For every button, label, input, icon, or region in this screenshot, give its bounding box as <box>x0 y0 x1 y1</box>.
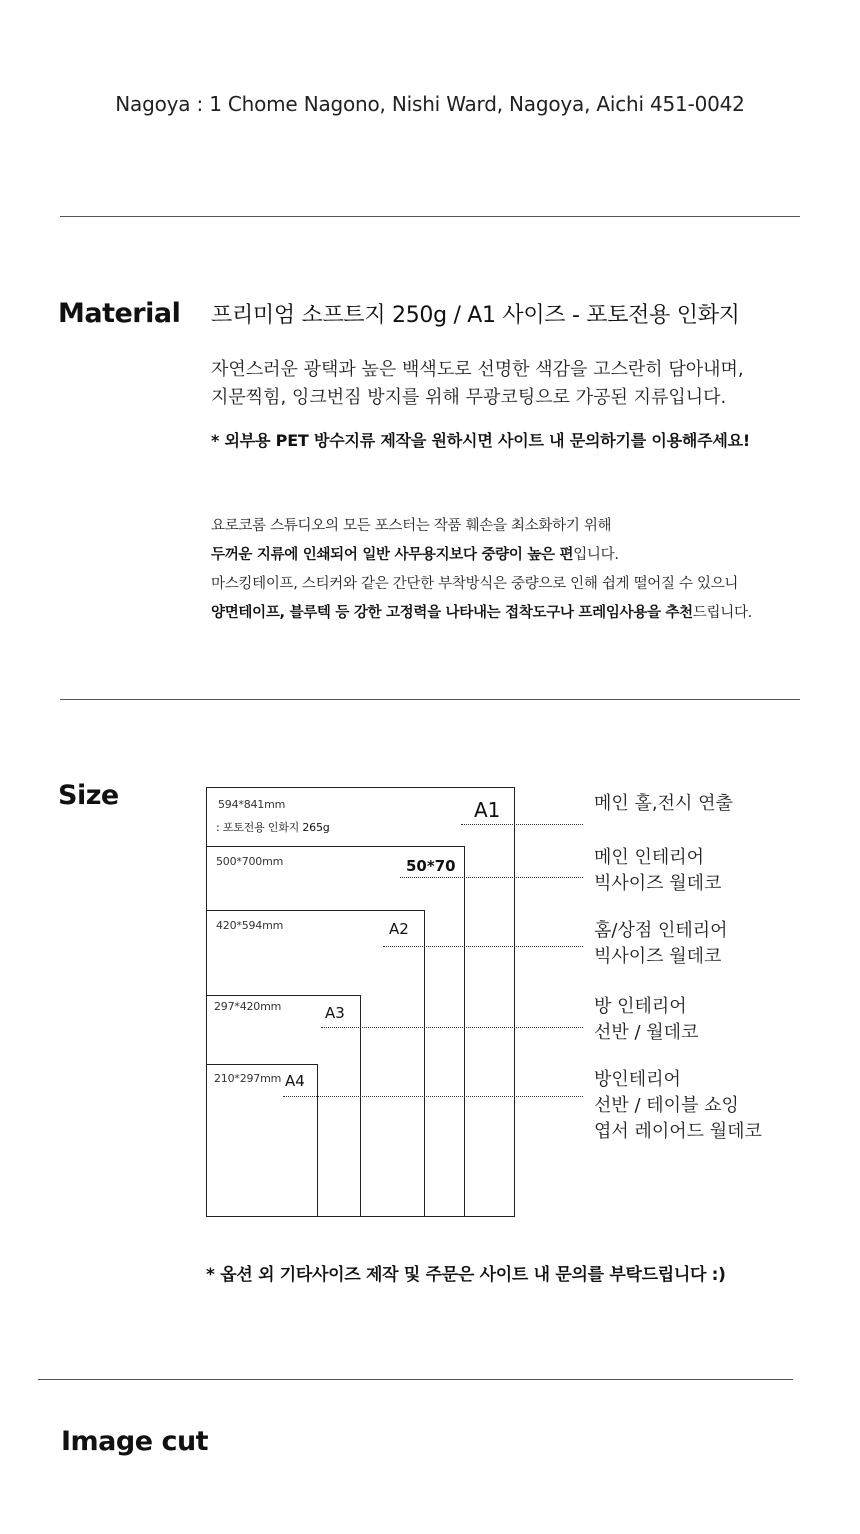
size-desc-a4 <box>594 1067 762 1145</box>
size-sub-a1: : 포토전용 인화지 265g <box>216 821 330 834</box>
divider-3 <box>38 1379 793 1380</box>
material-title: 프리미엄 소프트지 250g / A1 사이즈 - 포토전용 인화지 <box>211 303 740 328</box>
size-dim-a3: 297*420mm <box>214 1000 282 1013</box>
size-dim-a1: 594*841mm <box>218 798 286 811</box>
care-line-4-bold: 양면테이프, 블루텍 등 강한 고정력을 나타내는 접착도구나 프레임사용을 추천 <box>211 605 693 621</box>
material-description <box>211 356 744 412</box>
size-note: * 옵션 외 기타사이즈 제작 및 주문은 사이트 내 문의를 부탁드립니다 :) <box>206 1265 726 1285</box>
material-note: * 외부용 PET 방수지류 제작을 원하시면 사이트 내 문의하기를 이용해주세요! <box>211 431 750 450</box>
size-name-50x70: 50*70 <box>406 857 456 875</box>
leader-line-a1 <box>461 824 583 825</box>
size-desc-a4-line-1: 방인테리어 <box>594 1069 681 1090</box>
size-desc-a3-line-2: 선반 / 월데코 <box>594 1022 699 1043</box>
care-line-2-bold: 두꺼운 지류에 인쇄되어 일반 사무용지보다 중량이 높은 편 <box>211 547 574 563</box>
size-desc-a2-line-2: 빅사이즈 월데코 <box>594 946 722 967</box>
size-desc-a4-line-2: 선반 / 테이블 쇼잉 <box>594 1095 739 1116</box>
store-address: Nagoya : 1 Chome Nagono, Nishi Ward, Nagoya, Aichi 451-0042 <box>115 92 745 116</box>
size-label: Size <box>58 780 119 811</box>
leader-line-a4 <box>283 1096 583 1097</box>
care-line-4-rest: 드립니다. <box>692 605 752 621</box>
size-desc-a2-line-1: 홈/상점 인테리어 <box>594 920 728 941</box>
care-line-1: 요로코롬 스튜디오의 모든 포스터는 작품 훼손을 최소화하기 위해 <box>211 518 612 534</box>
care-line-2 <box>211 541 752 570</box>
size-desc-a1 <box>594 791 733 817</box>
size-desc-a3-line-1: 방 인테리어 <box>594 996 687 1017</box>
size-desc-50x70-line-2: 빅사이즈 월데코 <box>594 873 722 894</box>
size-name-a1: A1 <box>474 798 501 822</box>
size-dim-a4: 210*297mm <box>214 1072 282 1085</box>
size-dim-a2: 420*594mm <box>216 919 284 932</box>
size-name-a2: A2 <box>389 920 409 938</box>
material-desc-line-2: 지문찍힘, 잉크번짐 방지를 위해 무광코팅으로 가공된 지류입니다. <box>211 387 727 408</box>
size-name-a4: A4 <box>285 1072 305 1090</box>
care-line-3: 마스킹테이프, 스티커와 같은 간단한 부착방식은 중량으로 인해 쉽게 떨어질 수 있으니 <box>211 576 739 592</box>
size-desc-50x70-line-1: 메인 인테리어 <box>594 847 705 868</box>
size-dim-50x70: 500*700mm <box>216 855 284 868</box>
divider-2 <box>60 699 800 700</box>
size-desc-a1-line-1: 메인 홀,전시 연출 <box>594 793 733 814</box>
leader-line-50x70 <box>400 877 583 878</box>
care-notice <box>211 512 752 628</box>
material-label: Material <box>58 298 181 329</box>
care-line-2-rest: 입니다. <box>573 547 619 563</box>
size-desc-a4-line-3: 엽서 레이어드 월데코 <box>594 1121 762 1142</box>
size-desc-50x70 <box>594 845 721 897</box>
size-desc-a2 <box>594 918 728 970</box>
size-name-a3: A3 <box>325 1004 345 1022</box>
care-line-4 <box>211 599 752 628</box>
leader-line-a3 <box>321 1027 583 1028</box>
material-desc-line-1: 자연스러운 광택과 높은 백색도로 선명한 색감을 고스란히 담아내며, <box>211 359 744 380</box>
divider-1 <box>60 216 800 217</box>
leader-line-a2 <box>383 946 583 947</box>
image-cut-label: Image cut <box>61 1426 209 1457</box>
size-desc-a3 <box>594 994 698 1046</box>
